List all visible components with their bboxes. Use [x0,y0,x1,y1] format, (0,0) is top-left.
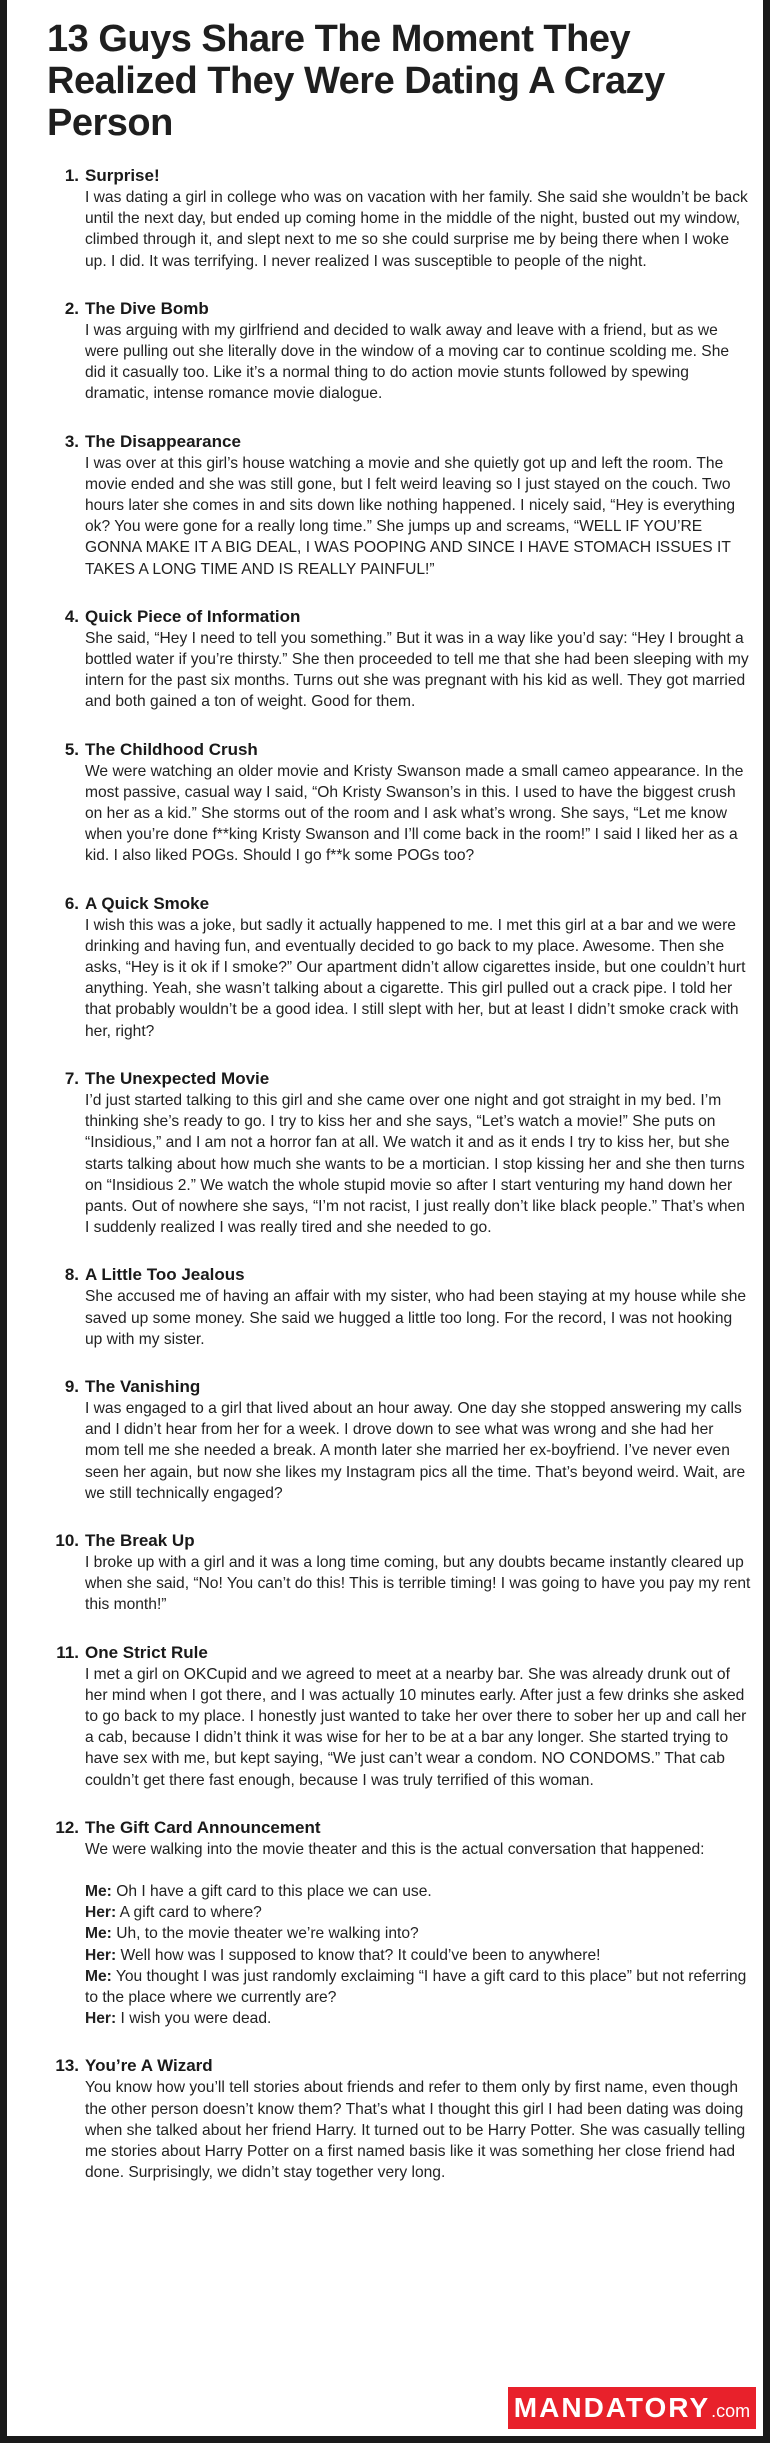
item-body [85,320,752,405]
item-body [85,761,752,867]
item-heading: One Strict Rule [85,1642,208,1662]
conversation-line [85,1902,752,1923]
list-item [37,298,752,405]
item-paragraph: I met a girl on OKCupid and we agreed to meet at a nearby bar. She was already drunk out of her mind when I got there, and I was actually 10 minutes early. After just a few drinks she asked to go back to my place. I honestly just wanted to take her over there to sober her up and call her a cab, because I didn’t think it was wise for her to be at a bar any longer. She started trying to have sex with me, but kept saying, “We just can’t wear a condom. NO CONDOMS.” That cab couldn’t get there fast enough, because I was truly terrified of this woman. [85,1665,747,1789]
item-body [85,628,752,713]
item-body [85,1839,752,2030]
brand-domain: .com [711,2400,751,2421]
item-number: 11. [56,1642,79,1662]
item-heading: The Vanishing [85,1376,201,1396]
item-paragraph: I broke up with a girl and it was a long time coming, but any doubts became instantly cleared up when she said, “No! You can’t do this! This is terrible timing! I was going to have you pay my rent this month!” [85,1553,751,1614]
item-heading: A Little Too Jealous [85,1265,245,1285]
item-heading: The Dive Bomb [85,298,209,318]
speaker-label: Her: [85,1946,117,1964]
speaker-text: Oh I have a gift card to this place we can use. [111,1882,432,1900]
speaker-label: Me: [85,1925,112,1943]
list-item [37,431,752,580]
item-heading: The Disappearance [85,431,241,451]
speaker-label: Her: [85,2010,117,2028]
speaker-text: A gift card to where? [116,1904,262,1922]
item-body [85,1398,752,1504]
speaker-text: Uh, to the movie theater we’re walking into? [111,1925,419,1943]
list-item [37,165,752,272]
item-paragraph: I wish this was a joke, but sadly it actually happened to me. I met this girl at a bar and we were drinking and having fun, and eventually decided to go back to my place. Awesome. Then she asks, “Hey is it ok if I smoke?” Our apartment didn’t allow cigarettes inside, but one couldn’t hurt anything. Yeah, she wasn’t talking about a cigarette. This girl pulled out a crack pipe. I told her that probably wouldn’t be a good idea. I still slept with her, but at least I didn’t smoke crack with her, right? [85,916,746,1040]
item-heading: Surprise! [85,166,160,185]
item-paragraph: You know how you’ll tell stories about friends and refer to them only by first name, even though the other person doesn’t know them? That’s what I thought this girl I had been dating was doing when she talked about her friend Harry. It turned out to be Harry Potter. She was casually telling me stories about Harry Potter on a first named basis like it was something her close friend had done. Surprisingly, we didn’t stay together very long. [85,2079,746,2182]
story-list [37,165,752,2183]
item-number: 10. [55,1530,79,1550]
item-body [85,915,752,1042]
item-heading: A Quick Smoke [85,893,210,913]
speaker-label: Her: [85,1904,117,1922]
article-title: 13 Guys Share The Moment They Realized They Were Dating A Crazy Person [47,18,665,144]
item-paragraph: She said, “Hey I need to tell you something.” But it was in a way like you’d say: “Hey I brought a bottled water if you’re thirsty.” She then proceeded to tell me that she had been sleeping with my intern for the past six months. Turns out she was pregnant with his kid as well. They got married and both gained a ton of weight. Good for them. [85,629,749,711]
item-heading: The Unexpected Movie [85,1068,270,1088]
conversation-line [85,1923,752,1944]
item-number: 13. [55,2056,79,2076]
item-heading: Quick Piece of Information [85,606,301,626]
item-body [85,2077,752,2183]
list-item [37,893,752,1042]
list-item [37,1817,752,2030]
item-number: 12. [55,1817,79,1837]
item-body [85,1090,752,1238]
list-item [37,739,752,867]
item-paragraph: I was dating a girl in college who was on vacation with her family. She said she wouldn’t be back until the next day, but ended up coming home in the middle of the night, busted out my window, climbed through it, and slept next to me so she could surprise me by being there when I woke up. I did. It was terrifying. I never realized I was susceptible to people of the night. [85,189,748,270]
conversation-line [85,2008,752,2029]
conversation-line [85,1881,752,1902]
item-paragraph: I was arguing with my girlfriend and decided to walk away and leave with a friend, but as we were pulling out she literally dove in the window of a moving car to continue scolding me. She did it casually too. Like it’s a normal thing to do action movie stunts followed by spewing dramatic, intense romance movie dialogue. [85,321,730,403]
speaker-text: I wish you were dead. [116,2010,272,2028]
mandatory-logo[interactable] [508,2387,756,2429]
speaker-label: Me: [85,1882,112,1900]
item-body [85,1286,752,1350]
brand-name: MANDATORY [513,2392,711,2423]
item-body [85,187,752,272]
item-paragraph: I was over at this girl’s house watching a movie and she quietly got up and left the room. The movie ended and she was still gone, but I felt weird leaving so I just stayed on the couch. Two hours later she comes in and sits down like nothing happened. I nicely said, “Hey is everything ok? You were gone for a really long time.” She jumps up and screams, “WELL IF YOU’RE GONNA MAKE IT A BIG DEAL, I WAS POOPING AND SINCE I HAVE STOMACH ISSUES IT TAKES A LONG TIME AND IS REALLY PAINFUL!” [85,454,736,578]
item-paragraph: She accused me of having an affair with my sister, who had been staying at my house while she saved up some money. She said we hugged a little too long. For the record, I was not hooking up with my sister. [85,1288,747,1348]
item-body [85,1552,752,1616]
item-number: 7. [64,1068,79,1088]
conversation-line [85,1945,752,1966]
list-item [37,1530,752,1616]
list-item [37,1264,752,1350]
item-paragraph: I was engaged to a girl that lived about an hour away. One day she stopped answering my calls and I didn’t hear from her for a week. I drove down to see what was wrong and she had her mom tell me she needed a break. A month later she married her ex-boyfriend. I’ve never even seen her again, but now she likes my Instagram pics all the time. That’s beyond weird. Wait, are we still technically engaged? [85,1399,746,1502]
speaker-label: Me: [85,1967,112,1985]
list-item [37,1068,752,1238]
item-number: 5. [64,739,79,759]
item-paragraph: We were watching an older movie and Kristy Swanson made a small cameo appearance. In the most passive, casual way I said, “Oh Kristy Swanson’s in this. I used to have the biggest crush on her as a kid.” She storms out of the room and I ask what’s wrong. She says, “Let me know when you’re done f**king Kristy Swanson and I’ll come back in the room!” I said I liked her as a kid. I also liked POGs. Should I go f**k some POGs too? [85,762,744,865]
item-body [85,1664,752,1791]
list-item [37,606,752,713]
conversation [85,1881,752,2029]
item-body [85,453,752,580]
item-heading: You’re A Wizard [85,2056,213,2076]
item-heading: The Gift Card Announcement [85,1817,321,1837]
speaker-text: Well how was I supposed to know that? It could’ve been to anywhere! [116,1946,601,1964]
list-item [37,2055,752,2183]
item-number: 6. [64,893,79,913]
item-heading: The Break Up [85,1530,195,1550]
item-number: 4. [64,606,79,626]
item-number: 3. [64,431,79,451]
item-number: 8. [64,1265,79,1285]
item-number: 2. [64,298,79,318]
conversation-line [85,1966,752,2008]
list-item [37,1642,752,1791]
item-paragraph: I’d just started talking to this girl and she came over one night and got straight in my bed. I’m thinking she’s ready to go. I try to kiss her and she says, “Let’s watch a movie!” She puts on “Insidious,” and I am not a horror fan at all. We watch it and as it ends I try to kiss her, but she starts talking about how much she wants to be a mortician. I stop kissing her and she then turns on “Insidious 2.” We watch the whole stupid movie so after I start venturing my hand down her pants. Out of nowhere she says, “I’m not racist, I just really don’t like black people.” That’s when I suddenly realized I was really tired and she needed to go. [85,1091,745,1237]
item-paragraph: We were walking into the movie theater and this is the actual conversation that happened: [85,1840,705,1858]
item-heading: The Childhood Crush [85,739,258,759]
list-item [37,1376,752,1504]
item-number: 9. [64,1376,79,1396]
speaker-text: You thought I was just randomly exclaiming “I have a gift card to this place” but not referring to the place where we currently are? [85,1967,747,2006]
item-number: 1. [64,166,79,185]
